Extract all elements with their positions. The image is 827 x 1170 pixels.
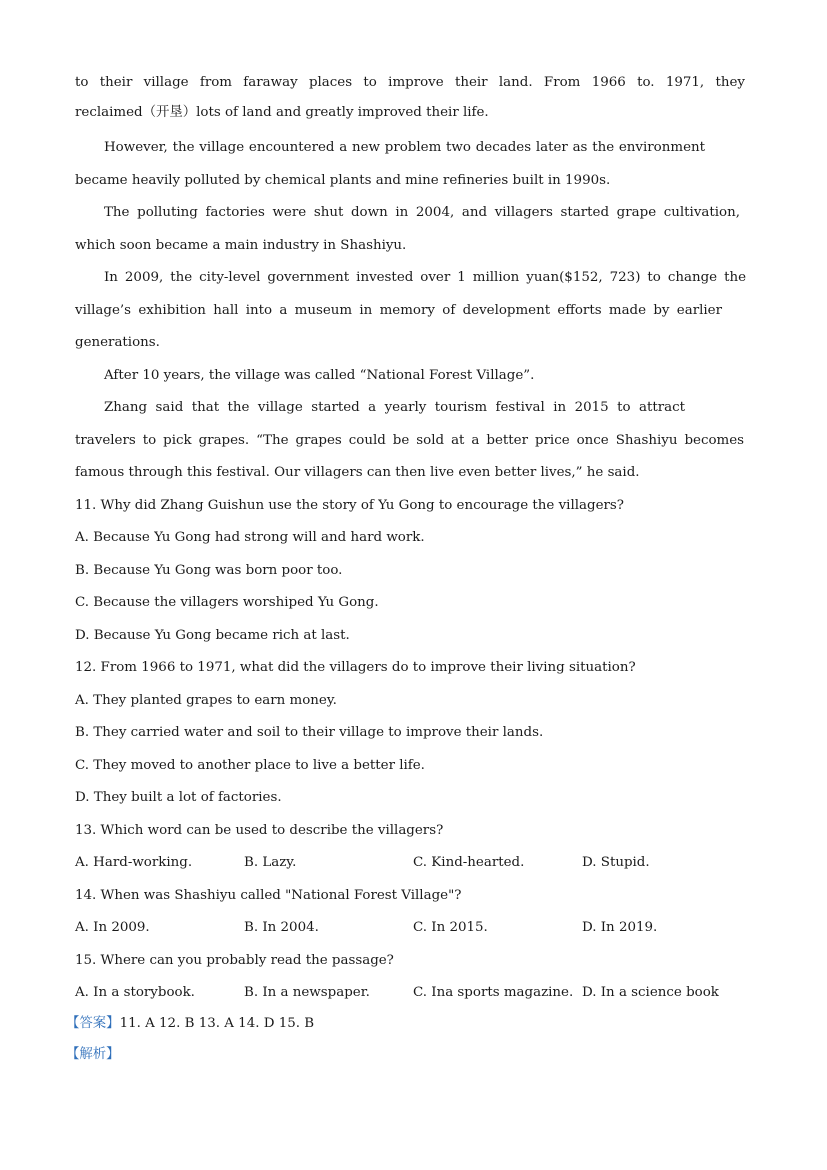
question-11-option-a: A. Because Yu Gong had strong will and hard work. (75, 530, 425, 545)
question-15-option-a: A. In a storybook. (75, 985, 195, 1000)
question-13-option-c: C. Kind-hearted. (413, 855, 525, 870)
answer-tag: 【答案】 (66, 1016, 120, 1031)
question-12-option-c: C. They moved to another place to live a better life. (75, 758, 425, 773)
question-14-option-a: A. In 2009. (75, 920, 150, 935)
passage-line: Zhang said that the village started a yearly tourism festival in 2015 to attract (104, 400, 685, 415)
question-12-option-b: B. They carried water and soil to their village to improve their lands. (75, 725, 544, 740)
passage-line: famous through this festival. Our villagers can then live even better lives,” he said. (75, 465, 640, 480)
passage-line: The polluting factories were shut down in 2004, and villagers started grape cultivation, (104, 205, 740, 220)
passage-line: However, the village encountered a new problem two decades later as the environment (104, 140, 705, 155)
question-12-stem: 12. From 1966 to 1971, what did the villagers do to improve their living situation? (75, 660, 636, 675)
question-15-option-c: C. Ina sports magazine. (413, 985, 574, 1000)
question-15-stem: 15. Where can you probably read the passage? (75, 953, 394, 968)
answer-text: 11. A 12. B 13. A 14. D 15. B (119, 1016, 315, 1031)
passage-line: village’s exhibition hall into a museum in memory of development efforts made by earlier (75, 303, 722, 318)
question-14-stem: 14. When was Shashiyu called "National Forest Village"? (75, 888, 462, 903)
question-14-option-d: D. In 2019. (582, 920, 658, 935)
analysis-row (66, 1046, 120, 1064)
question-12-option-d: D. They built a lot of factories. (75, 790, 282, 805)
passage-line: In 2009, the city-level government invested over 1 million yuan($152, 723) to change the (104, 270, 746, 285)
passage-line: became heavily polluted by chemical plants and mine refineries built in 1990s. (75, 173, 611, 188)
passage-line: After 10 years, the village was called “National Forest Village”. (104, 368, 535, 383)
question-11-option-c: C. Because the villagers worshiped Yu Gong. (75, 595, 379, 610)
passage-line: to their village from faraway places to improve their land. From 1966 to. 1971, they (75, 75, 745, 90)
passage-line: reclaimed（开垦）lots of land and greatly improved their life. (75, 105, 489, 120)
question-14-option-b: B. In 2004. (244, 920, 319, 935)
question-15-option-b: B. In a newspaper. (244, 985, 370, 1000)
answer-row (66, 1015, 314, 1033)
question-11-option-b: B. Because Yu Gong was born poor too. (75, 563, 343, 578)
question-13-stem: 13. Which word can be used to describe the villagers? (75, 823, 444, 838)
question-11-stem: 11. Why did Zhang Guishun use the story of Yu Gong to encourage the villagers? (75, 498, 624, 513)
analysis-tag: 【解析】 (66, 1047, 120, 1062)
passage-line: travelers to pick grapes. “The grapes could be sold at a better price once Shashiyu becomes (75, 433, 744, 448)
passage-line: which soon became a main industry in Shashiyu. (75, 238, 407, 253)
passage-line: generations. (75, 335, 160, 350)
question-14-option-c: C. In 2015. (413, 920, 488, 935)
question-13-option-d: D. Stupid. (582, 855, 650, 870)
question-13-option-b: B. Lazy. (244, 855, 297, 870)
question-11-option-d: D. Because Yu Gong became rich at last. (75, 628, 350, 643)
question-15-option-d: D. In a science book (582, 985, 719, 1000)
question-12-option-a: A. They planted grapes to earn money. (75, 693, 337, 708)
question-13-option-a: A. Hard-working. (75, 855, 193, 870)
